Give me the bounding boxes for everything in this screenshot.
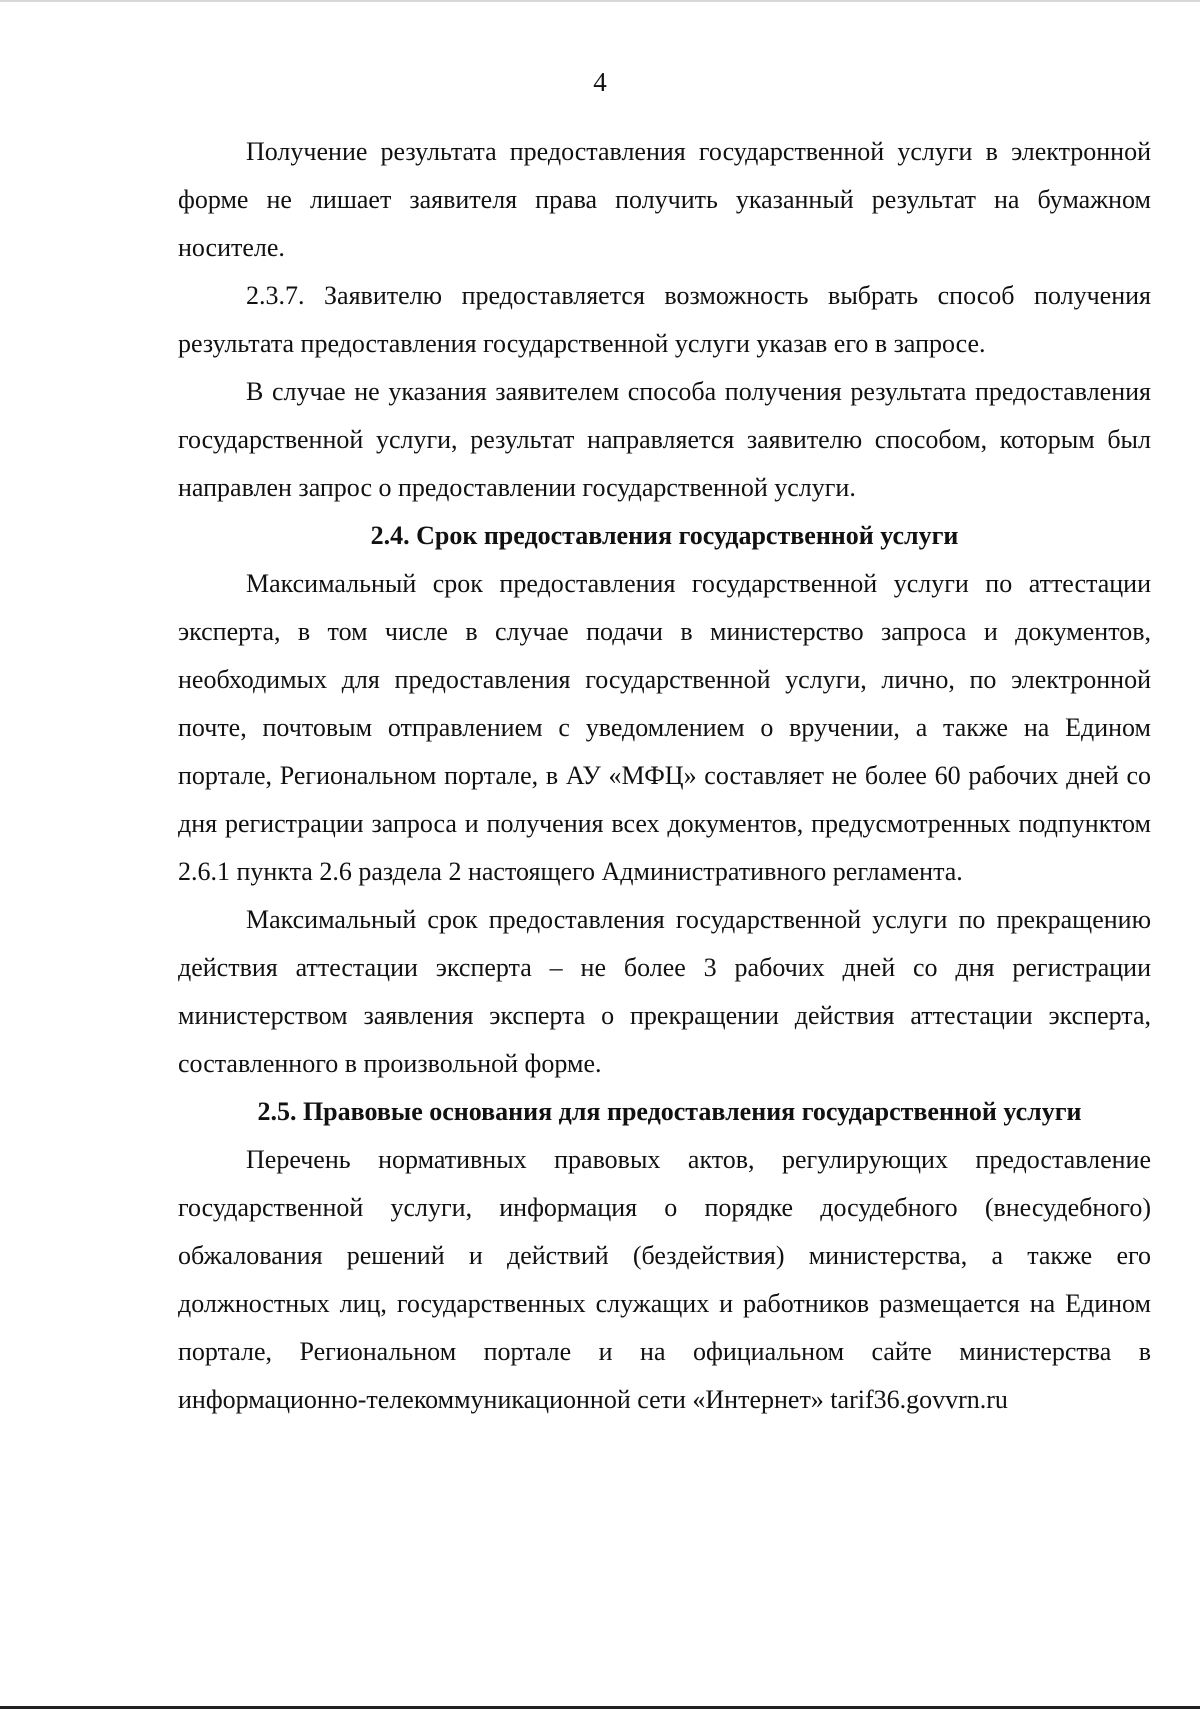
paragraph-max-term-attestation: Максимальный срок предоставления государственной услуги по аттестации эксперта, в том числе в случае подачи в министерство запроса и документов, необходимых для предоставления государственной услуги, лично, по электронной почте, почтовым отправлением с уведомлением о вручении, а также на Едином портале, Региональном портале, в АУ «МФЦ» составляет не более 60 рабочих дней со дня регистрации запроса и получения всех документов, предусмотренных подпунктом 2.6.1 пункта 2.6 раздела 2 настоящего Административного регламента.	[178, 569, 1151, 886]
section-heading-2-5: 2.5. Правовые основания для предоставления государственной услуги	[257, 1097, 1082, 1126]
page-number: 4	[593, 67, 607, 97]
scan-edge-top	[0, 0, 1200, 2]
paragraph-default-method: В случае не указания заявителем способа получения результата предоставления государственной услуги, результат направляется заявителю способом, которым был направлен запрос о предоставлении государственной услуги.	[178, 377, 1151, 502]
document-body	[178, 128, 1151, 1424]
section-heading-2-4: 2.4. Срок предоставления государственной услуги	[370, 521, 959, 550]
paragraph-legal-basis: Перечень нормативных правовых актов, регулирующих предоставление государственной услуги, информация о порядке досудебного (внесудебного) обжалования решений и действий (бездействия) министерства, а также его должностных лиц, государственных служащих и работников размещается на Едином портале, Региональном портале и на официальном сайте министерства в информационно-телекоммуникационной сети «Интернет» tarif36.govvrn.ru	[178, 1145, 1151, 1414]
paragraph-electronic-result: Получение результата предоставления государственной услуги в электронной форме не лишает заявителя права получить указанный результат на бумажном носителе.	[178, 137, 1151, 262]
paragraph-max-term-termination: Максимальный срок предоставления государственной услуги по прекращению действия аттестации эксперта – не более 3 рабочих дней со дня регистрации министерством заявления эксперта о прекращении действия аттестации эксперта, составленного в произвольной форме.	[178, 905, 1151, 1078]
scan-edge-bottom	[0, 1706, 1200, 1709]
paragraph-2-3-7: 2.3.7. Заявителю предоставляется возможность выбрать способ получения результата предоставления государственной услуги указав его в запросе.	[178, 281, 1151, 358]
